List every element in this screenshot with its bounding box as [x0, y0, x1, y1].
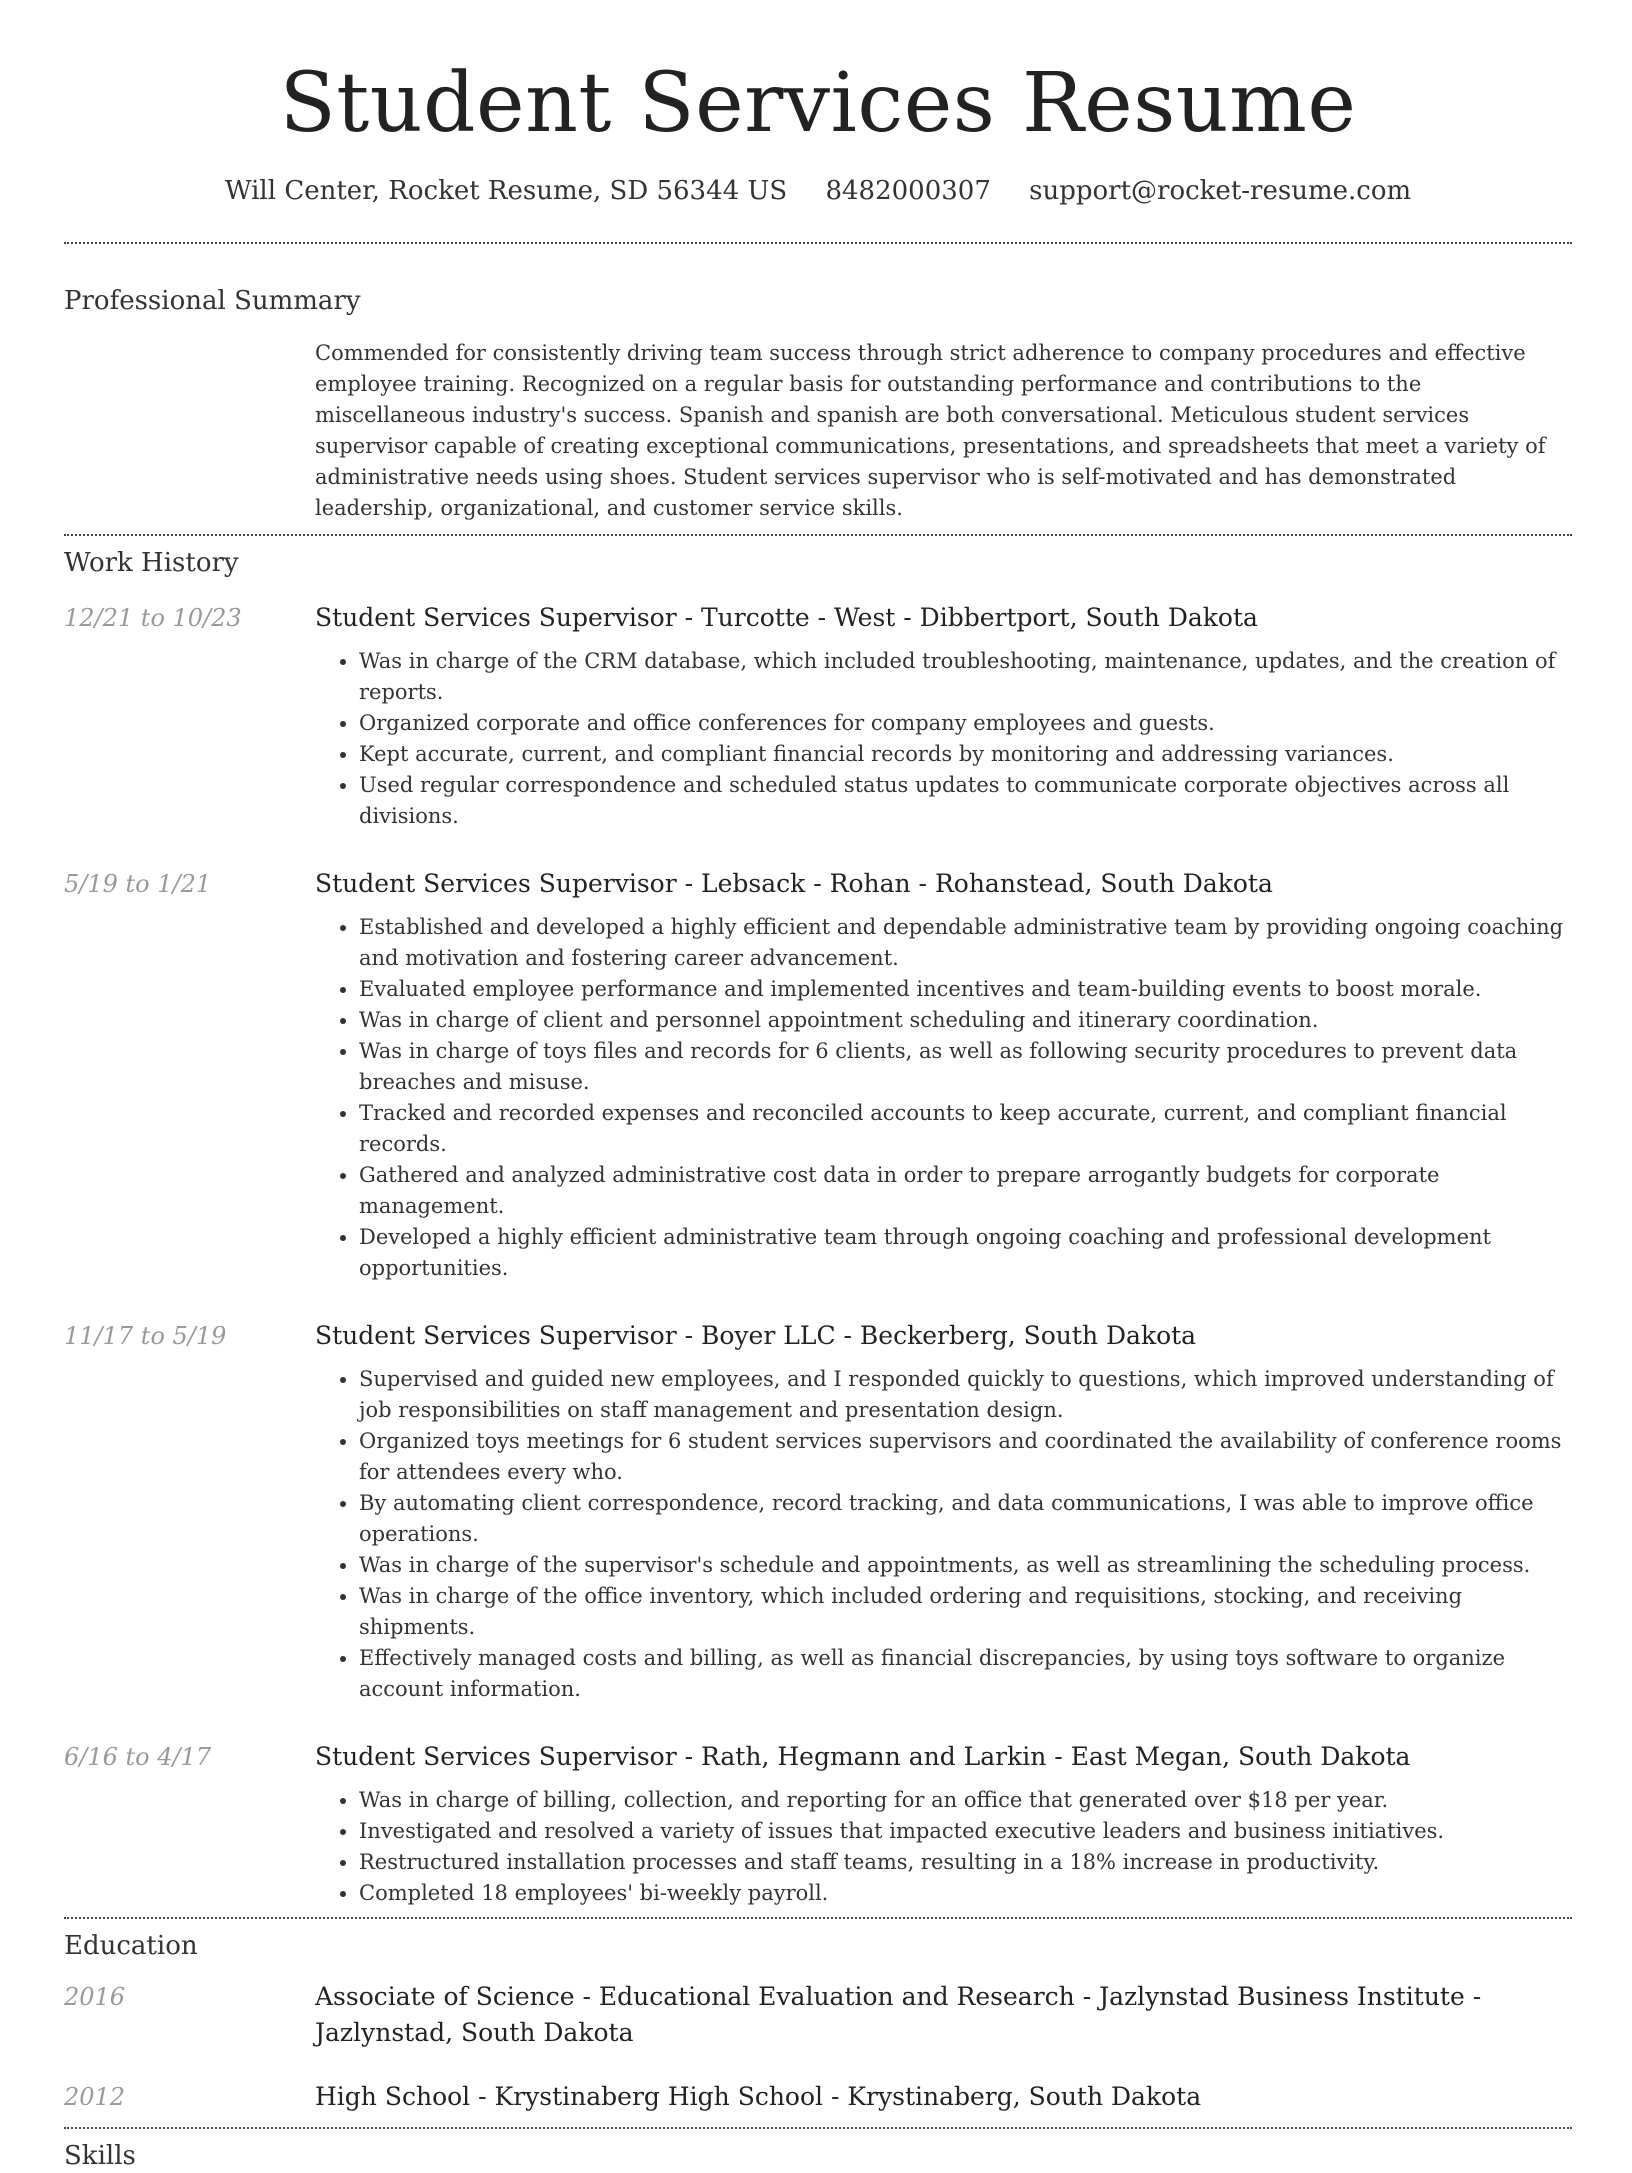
- job-entry: [64, 866, 1572, 1284]
- job-bullet: • Investigated and resolved a variety of issues that impacted executive leaders and business initiatives.: [359, 1816, 1572, 1847]
- resume-title: Student Services Resume: [279, 56, 1357, 151]
- job-bullets: [315, 912, 1572, 1284]
- job-bullet: • Supervised and guided new employees, and I responded quickly to questions, which improved understanding of job responsibilities on staff management and presentation design.: [359, 1364, 1572, 1426]
- job-bullet: • Developed a highly efficient administrative team through ongoing coaching and professional development opportunities.: [359, 1222, 1572, 1284]
- summary-text: Commended for consistently driving team success through strict adherence to company procedures and effective employee training. Recognized on a regular basis for outstanding performance and contributions to the miscellaneous industry's success. Spanish and spanish are both conversational. Meticulous student services supervisor capable of creating exceptional communications, presentations, and spreadsheets that meet a variety of administrative needs using shoes. Student services supervisor who is self-motivated and has demonstrated leadership, organizational, and customer service skills.: [315, 341, 1546, 520]
- job-bullets: [315, 1785, 1572, 1909]
- section-title-education: Education: [64, 1931, 198, 1961]
- education-entry: [64, 1979, 1572, 2051]
- education-year: 2012: [64, 2083, 126, 2111]
- job-bullet: • Established and developed a highly efficient and dependable administrative team by providing ongoing coaching and motivation and fostering career advancement.: [359, 912, 1572, 974]
- job-dates: 6/16 to 4/17: [64, 1743, 212, 1771]
- job-bullet: • Was in charge of client and personnel appointment scheduling and itinerary coordination.: [359, 1005, 1572, 1036]
- job-bullet: • Tracked and recorded expenses and reconciled accounts to keep accurate, current, and compliant financial records.: [359, 1098, 1572, 1160]
- job-bullets: [315, 1364, 1572, 1705]
- job-dates: 5/19 to 1/21: [64, 870, 212, 898]
- job-dates: 11/17 to 5/19: [64, 1322, 227, 1350]
- section-title-work-history: Work History: [64, 548, 239, 578]
- education-entry: [64, 2079, 1572, 2115]
- education-year: 2016: [64, 1983, 126, 2011]
- divider: [64, 1917, 1572, 1919]
- job-bullet: • Was in charge of billing, collection, and reporting for an office that generated over $18 per year.: [359, 1785, 1572, 1816]
- job-bullet: • Was in charge of toys files and records for 6 clients, as well as following security procedures to prevent data breaches and misuse.: [359, 1036, 1572, 1098]
- contact-email: support@rocket-resume.com: [1029, 176, 1412, 206]
- job-dates: 12/21 to 10/23: [64, 604, 242, 632]
- contact-line: [64, 174, 1572, 208]
- job-bullet: • Organized corporate and office conferences for company employees and guests.: [359, 708, 1572, 739]
- job-bullet: • Completed 18 employees' bi-weekly payroll.: [359, 1878, 1572, 1909]
- job-bullet: • Evaluated employee performance and implemented incentives and team-building events to boost morale.: [359, 974, 1572, 1005]
- divider: [64, 534, 1572, 536]
- job-heading: Student Services Supervisor - Lebsack - Rohan - Rohanstead, South Dakota: [315, 869, 1273, 898]
- education-heading: Associate of Science - Educational Evaluation and Research - Jazlynstad Business Institute - Jazlynstad, South Dakota: [315, 1982, 1482, 2047]
- job-bullet: • Kept accurate, current, and compliant financial records by monitoring and addressing variances.: [359, 739, 1572, 770]
- job-bullet: • By automating client correspondence, record tracking, and data communications, I was able to improve office operations.: [359, 1488, 1572, 1550]
- job-heading: Student Services Supervisor - Boyer LLC - Beckerberg, South Dakota: [315, 1321, 1197, 1350]
- job-bullet: • Was in charge of the CRM database, which included troubleshooting, maintenance, updates, and the creation of reports.: [359, 646, 1572, 708]
- job-entry: [64, 600, 1572, 832]
- resume-page: [64, 0, 1572, 2173]
- job-bullet: • Was in charge of the office inventory, which included ordering and requisitions, stocking, and receiving shipments.: [359, 1581, 1572, 1643]
- job-bullet: • Was in charge of the supervisor's schedule and appointments, as well as streamlining the scheduling process.: [359, 1550, 1572, 1581]
- contact-address: Will Center, Rocket Resume, SD 56344 US: [224, 176, 788, 206]
- divider: [64, 242, 1572, 244]
- job-entry: [64, 1739, 1572, 1909]
- job-bullet: • Organized toys meetings for 6 student services supervisors and coordinated the availability of conference rooms for attendees every who.: [359, 1426, 1572, 1488]
- job-bullets: [315, 646, 1572, 832]
- job-bullet: • Used regular correspondence and scheduled status updates to communicate corporate objectives across all divisions.: [359, 770, 1572, 832]
- job-entry: [64, 1318, 1572, 1705]
- section-title-skills: Skills: [64, 2141, 136, 2171]
- divider: [64, 2127, 1572, 2129]
- job-heading: Student Services Supervisor - Rath, Hegmann and Larkin - East Megan, South Dakota: [315, 1742, 1411, 1771]
- job-bullet: • Restructured installation processes and staff teams, resulting in a 18% increase in productivity.: [359, 1847, 1572, 1878]
- education-heading: High School - Krystinaberg High School - Krystinaberg, South Dakota: [315, 2082, 1202, 2111]
- job-bullet: • Effectively managed costs and billing, as well as financial discrepancies, by using toys software to organize account information.: [359, 1643, 1572, 1705]
- contact-phone: 8482000307: [825, 176, 991, 206]
- job-bullet: • Gathered and analyzed administrative cost data in order to prepare arrogantly budgets for corporate management.: [359, 1160, 1572, 1222]
- job-heading: Student Services Supervisor - Turcotte - West - Dibbertport, South Dakota: [315, 603, 1258, 632]
- section-title-summary: Professional Summary: [64, 286, 361, 316]
